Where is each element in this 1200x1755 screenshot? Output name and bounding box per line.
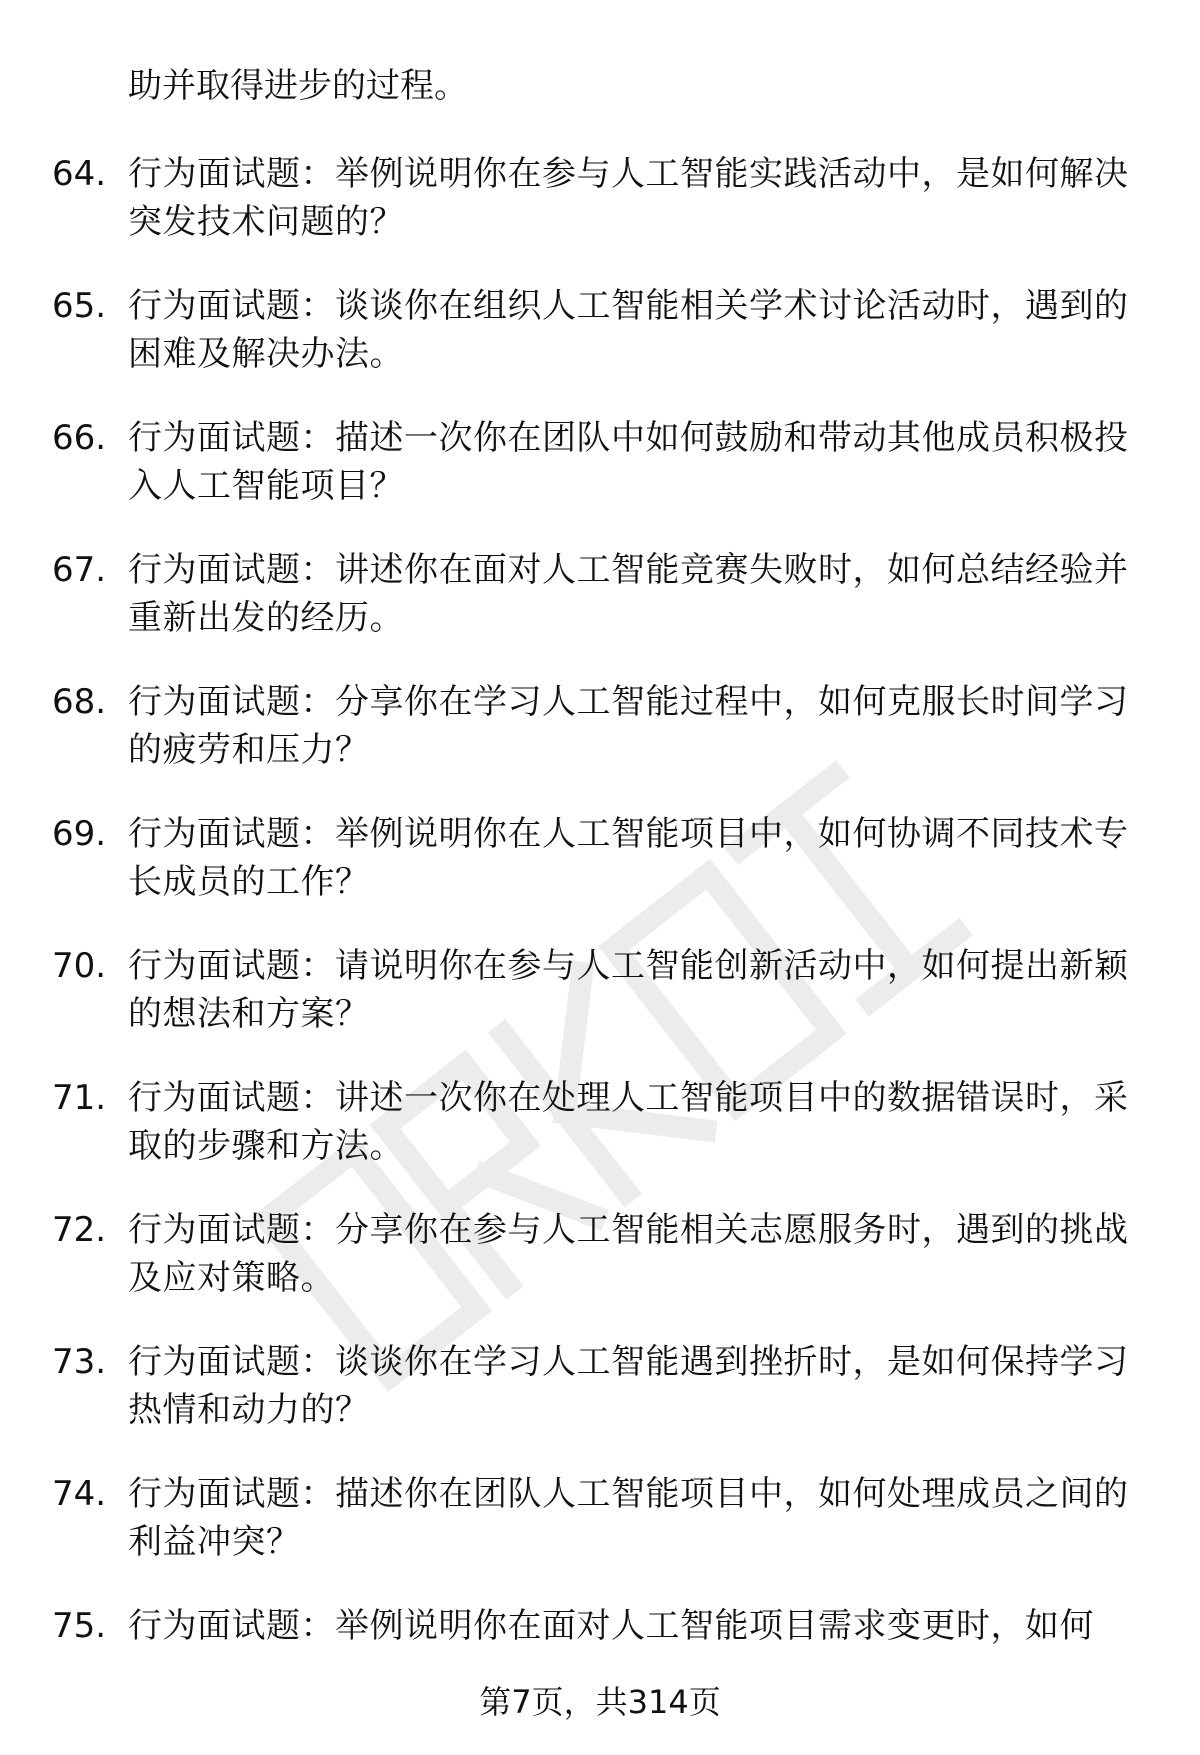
list-item xyxy=(0,1338,1200,1470)
list-item xyxy=(0,414,1200,546)
item-text: 行为面试题：请说明你在参与人工智能创新活动中，如何提出新颖的想法和方案？ xyxy=(128,946,1129,1034)
list-item xyxy=(0,150,1200,282)
list-item xyxy=(0,1470,1200,1602)
item-number: 70. xyxy=(52,946,107,986)
item-number: 75. xyxy=(52,1606,107,1646)
item-number: 69. xyxy=(52,814,107,854)
item-text: 行为面试题：举例说明你在人工智能项目中，如何协调不同技术专长成员的工作？ xyxy=(128,814,1129,902)
item-number: 74. xyxy=(52,1474,107,1514)
item-number: 71. xyxy=(52,1078,107,1118)
item-number: 64. xyxy=(52,154,107,194)
list-item xyxy=(0,678,1200,810)
item-text: 行为面试题：举例说明你在参与人工智能实践活动中，是如何解决突发技术问题的？ xyxy=(128,154,1129,242)
list-item xyxy=(0,1074,1200,1206)
item-text: 行为面试题：分享你在参与人工智能相关志愿服务时，遇到的挑战及应对策略。 xyxy=(128,1210,1129,1298)
item-text: 行为面试题：描述你在团队人工智能项目中，如何处理成员之间的利益冲突？ xyxy=(128,1474,1129,1562)
item-number: 68. xyxy=(52,682,107,722)
list-item xyxy=(0,546,1200,678)
list-item xyxy=(0,1206,1200,1338)
item-text: 行为面试题：讲述一次你在处理人工智能项目中的数据错误时，采取的步骤和方法。 xyxy=(128,1078,1129,1166)
page-number-footer: 第7页，共314页 xyxy=(479,1683,721,1721)
list-item xyxy=(0,942,1200,1074)
item-text: 行为面试题：举例说明你在面对人工智能项目需求变更时，如何 xyxy=(128,1606,1094,1646)
item-number: 65. xyxy=(52,286,107,326)
item-text: 行为面试题：讲述你在面对人工智能竞赛失败时，如何总结经验并重新出发的经历。 xyxy=(128,550,1129,638)
item-text: 行为面试题：分享你在学习人工智能过程中，如何克服长时间学习的疲劳和压力？ xyxy=(128,682,1129,770)
list-item xyxy=(0,282,1200,414)
item-number: 73. xyxy=(52,1342,107,1382)
item-text: 行为面试题：描述一次你在团队中如何鼓励和带动其他成员积极投入人工智能项目？ xyxy=(128,418,1129,506)
item-number: 67. xyxy=(52,550,107,590)
item-number: 66. xyxy=(52,418,107,458)
continuation-text: 助并取得进步的过程。 xyxy=(128,66,468,106)
item-text: 行为面试题：谈谈你在学习人工智能遇到挫折时，是如何保持学习热情和动力的？ xyxy=(128,1342,1129,1430)
list-item xyxy=(0,810,1200,942)
question-list xyxy=(0,150,1200,1734)
item-text: 行为面试题：谈谈你在组织人工智能相关学术讨论活动时，遇到的困难及解决办法。 xyxy=(128,286,1129,374)
item-number: 72. xyxy=(52,1210,107,1250)
